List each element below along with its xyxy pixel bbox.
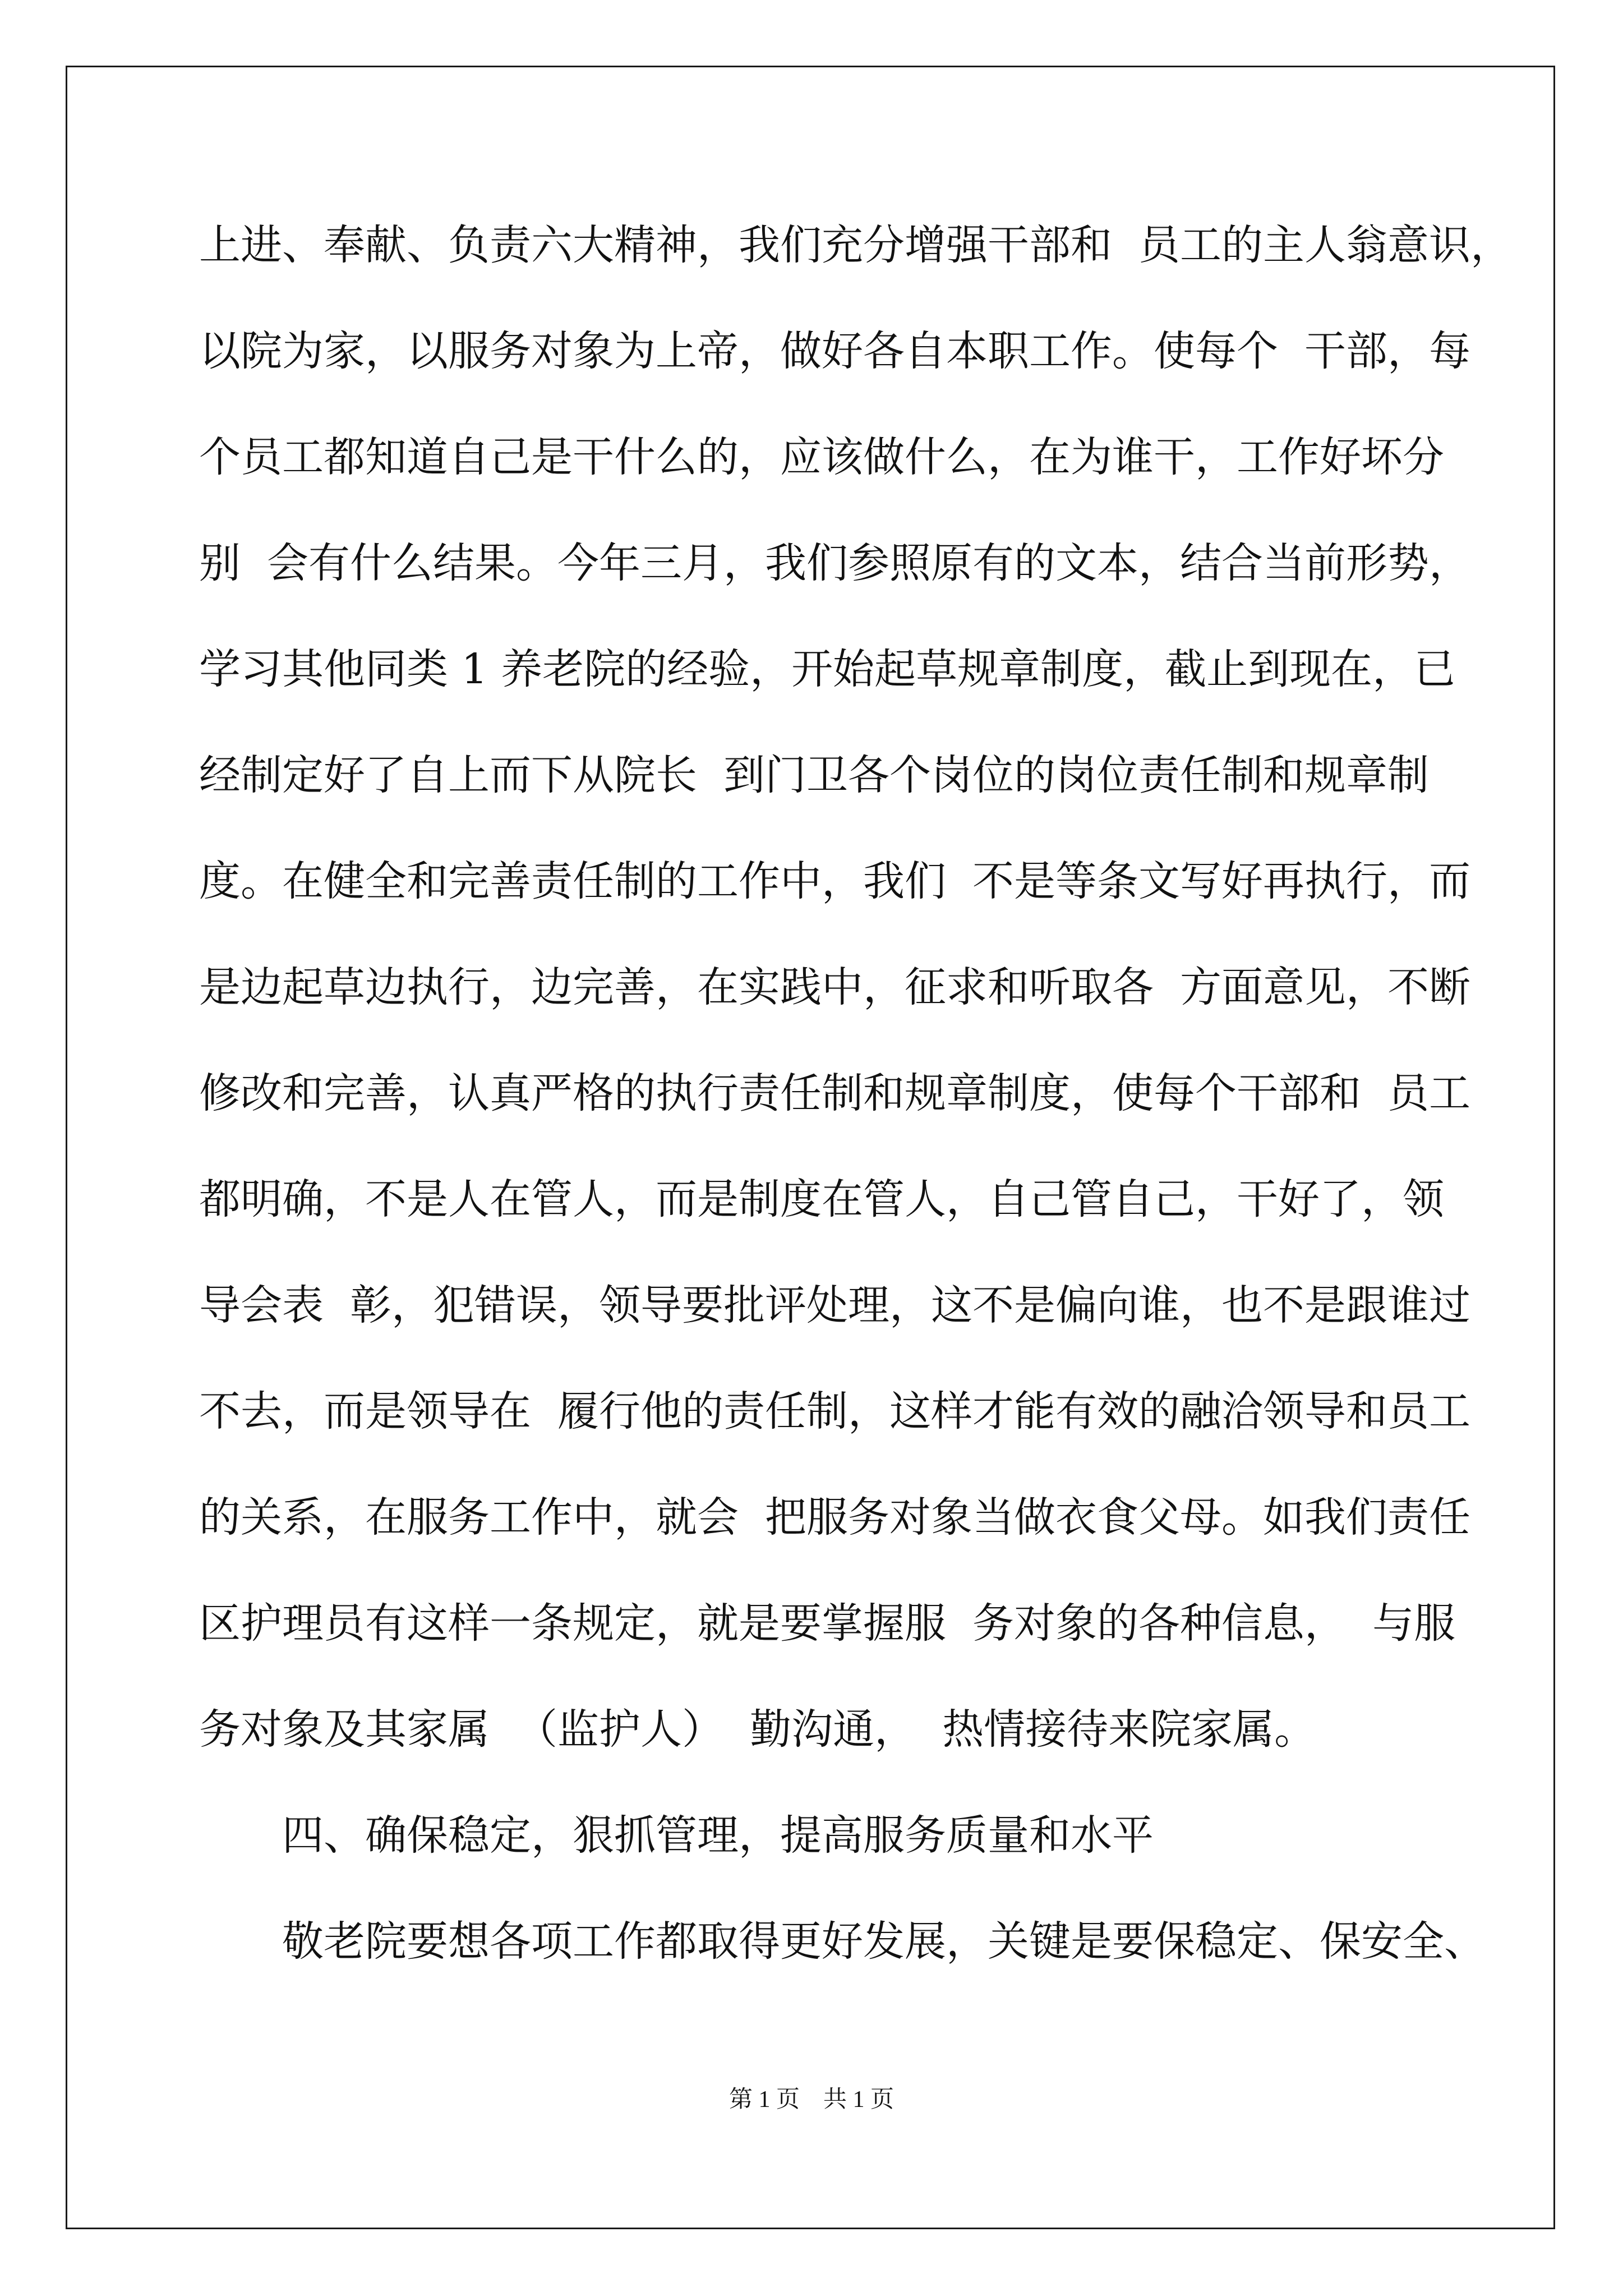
body-line: 是边起草边执行，边完善，在实践中，征求和听取各 方面意见，不断	[199, 963, 1471, 1011]
body-line: 导会表 彰，犯错误，领导要批评处理，这不是偏向谁，也不是跟谁过	[199, 1281, 1471, 1329]
body-line: 度。在健全和完善责任制的工作中，我们 不是等条文写好再执行，而	[199, 857, 1471, 905]
section-heading: 四、确保稳定，狠抓管理，提高服务质量和水平	[282, 1811, 1154, 1860]
body-line: 的关系，在服务工作中，就会 把服务对象当做衣食父母。如我们责任	[199, 1493, 1471, 1542]
body-line: 别 会有什么结果。今年三月，我们参照原有的文本，结合当前形势，	[199, 539, 1471, 587]
body-line: 个员工都知道自己是干什么的，应该做什么，在为谁干，工作好坏分	[199, 433, 1444, 481]
paragraph-first-line: 敬老院要想各项工作都取得更好发展，关键是要保稳定、保安全、	[282, 1917, 1486, 1966]
body-line: 区护理员有这样一条规定，就是要掌握服 务对象的各种信息， 与服	[199, 1599, 1456, 1648]
body-line: 学习其他同类 1 养老院的经验，开始起草规章制度，截止到现在，已	[199, 645, 1456, 693]
body-line: 不去，而是领导在 履行他的责任制，这样才能有效的融洽领导和员工	[199, 1387, 1471, 1435]
body-line: 务对象及其家属 （监护人） 勤沟通， 热情接待来院家属。	[199, 1705, 1316, 1754]
body-line: 上进、奉献、负责六大精神，我们充分增强干部和 员工的主人翁意识，	[199, 221, 1513, 269]
body-line: 经制定好了自上而下从院长 到门卫各个岗位的岗位责任制和规章制	[199, 751, 1430, 799]
page-frame	[66, 66, 1555, 2229]
body-line: 都明确，不是人在管人，而是制度在管人，自己管自己，干好了，领	[199, 1175, 1444, 1223]
body-line: 修改和完善，认真严格的执行责任制和规章制度，使每个干部和 员工	[199, 1069, 1471, 1117]
page-footer: 第 1 页 共 1 页	[728, 2087, 894, 2113]
body-line: 以院为家，以服务对象为上帝，做好各自本职工作。使每个 干部，每	[199, 327, 1471, 375]
